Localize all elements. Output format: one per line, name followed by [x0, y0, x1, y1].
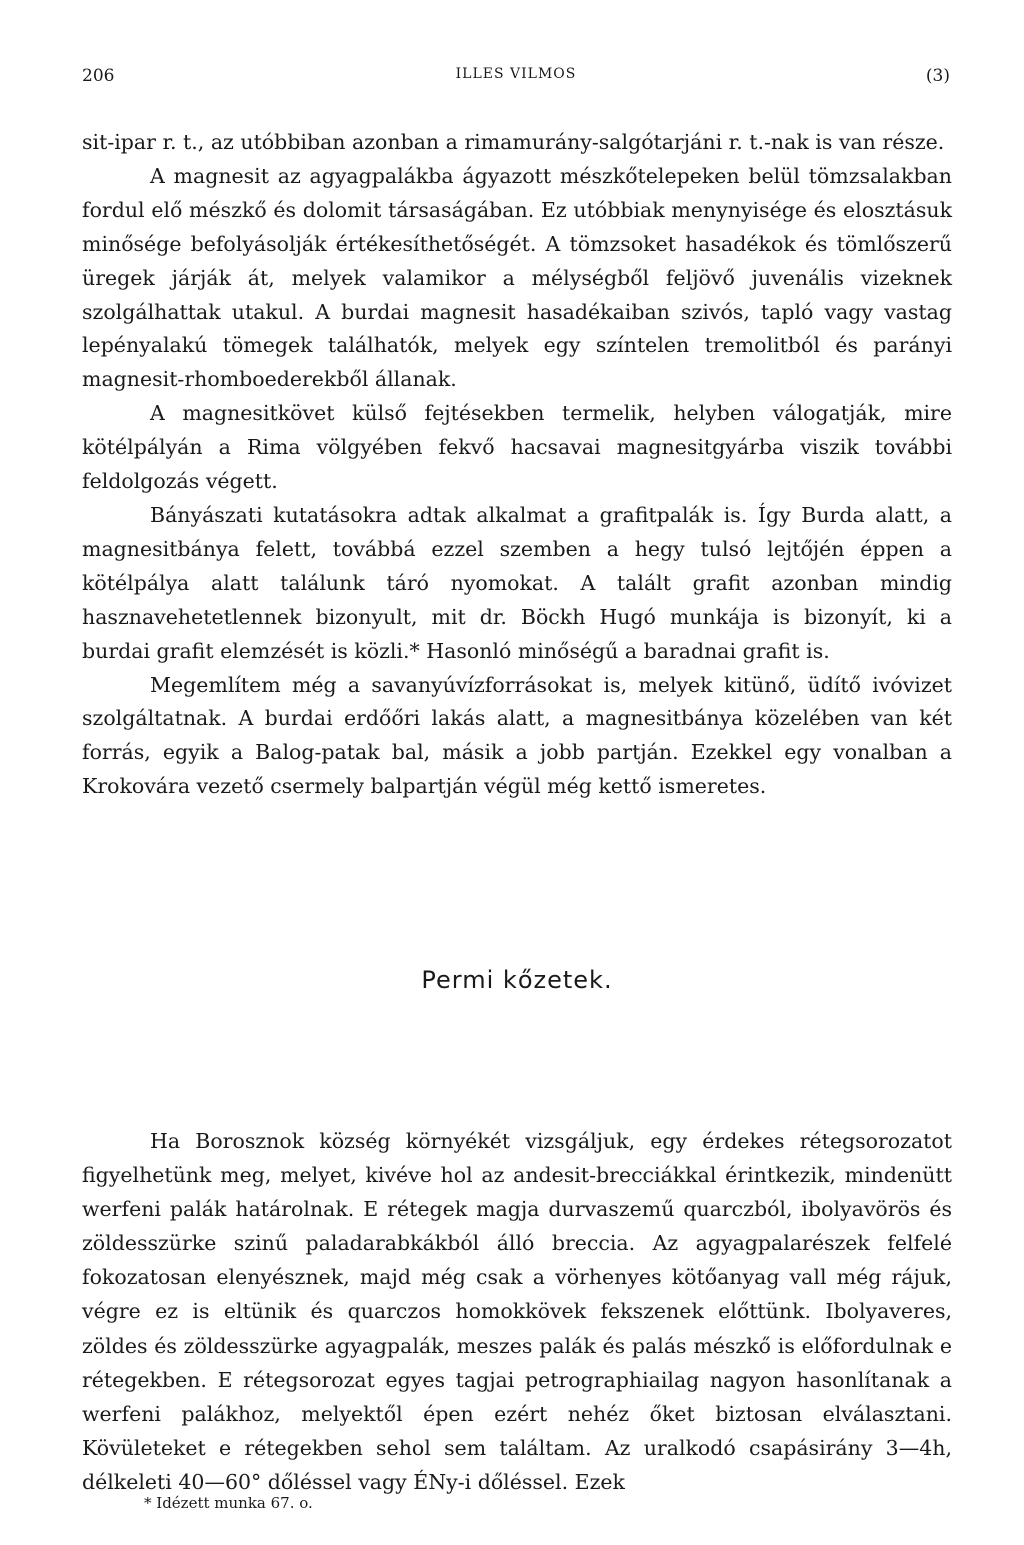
running-title: ILLES VILMOS — [455, 66, 577, 82]
page-number: 206 — [82, 66, 115, 86]
paragraph: Ha Borosznok község környékét vizsgáljuk, egy érdekes rétegsorozatot figyelhetünk meg, melyet, kivéve hol az andesit-brecciákkal érintkezik, mindenütt werfeni palák határolnak. E rétegek magja durvaszemű quarczból, ibolyavörös és zöldesszürke szinű paladarabkákból álló breccia. Az agyagpalarészek felfelé fokozatosan elenyésznek, majd még csak a vörhenyes kötőanyag vall még rájuk, végre ez is eltünik és quarczos homokkövek fekszenek előttünk. Ibolyaveres, zöldes és zöldesszürke agyagpalák, meszes palák és palás mészkő is előfordulnak e rétegekben. E rétegsorozat egyes tagjai petrographiailag nagyon hasonlítanak a werfeni palákhoz, melyektől épen ezért nehéz őket biztosan elválasztani. Kövületeket e rétegekben sehol sem találtam. Az uralkodó csapásirány 3—4h, délkeleti 40—60° dőléssel vagy ÉNy-i dőléssel. Ezek — [82, 1129, 952, 1494]
paragraph: Megemlítem még a savanyúvízforrásokat is, melyek kitünő, üdítő ivóvizet szolgáltatnak. A burdai erdőőri lakás alatt, a magnesitbánya közelében van két forrás, egyik a Balog-patak bal, másik a jobb partján. Ezekkel egy vonalban a Krokovára vezető csermely balpartján végül még kettő ismeretes. — [82, 672, 952, 799]
paragraph: A magnesit az agyagpalákba ágyazott mészkőtelepeken belül tömzsalakban fordul elő mészkő és dolomit társaságában. Ez utóbbiak menynyisége és elosztásuk minősége befolyásolják értékesíthetőségét. A tömzsoket hasadékok és tömlőszerű üregek járják át, melyek valamikor a mélységből feljövő juvenális vizeknek szolgálhattak utakul. A burdai magnesit hasadékaiban szivós, tapló vagy vastag lepényalakú tömegek találhatók, melyek egy színtelen tremolitból és parányi magnesit-rhomboederekből állanak. — [82, 163, 952, 392]
part-number: (3) — [925, 66, 950, 86]
footnote: * Idézett munka 67. o. — [144, 1494, 313, 1512]
paragraph: Bányászati kutatásokra adtak alkalmat a grafitpalák is. Így Burda alatt, a magnesitbánya felett, továbbá ezzel szemben a hegy tulsó lejtőjén éppen a kötélpálya alatt találunk táró nyomokat. A talált grafit azonban mindig hasznavehetetlennek bizonyult, mit dr. Böckh Hugó munkája is bizonyít, ki a burdai grafit elemzését is közli.* Hasonló minőségű a baradnai grafit is. — [82, 502, 952, 663]
running-head — [82, 66, 950, 96]
paragraph-continued: sit-ipar r. t., az utóbbiban azonban a rimamurány-salgótarjáni r. t.-nak is van része. — [82, 130, 945, 154]
paragraph: A magnesitkövet külső fejtésekben termelik, helyben válogatják, mire kötélpályán a Rima völgyében fekvő hacsavai magnesitgyárba viszik további feldolgozás végett. — [82, 401, 952, 494]
body-text — [82, 126, 952, 804]
section-heading: Permi kőzetek. — [421, 966, 613, 994]
section-body — [82, 1124, 952, 1499]
